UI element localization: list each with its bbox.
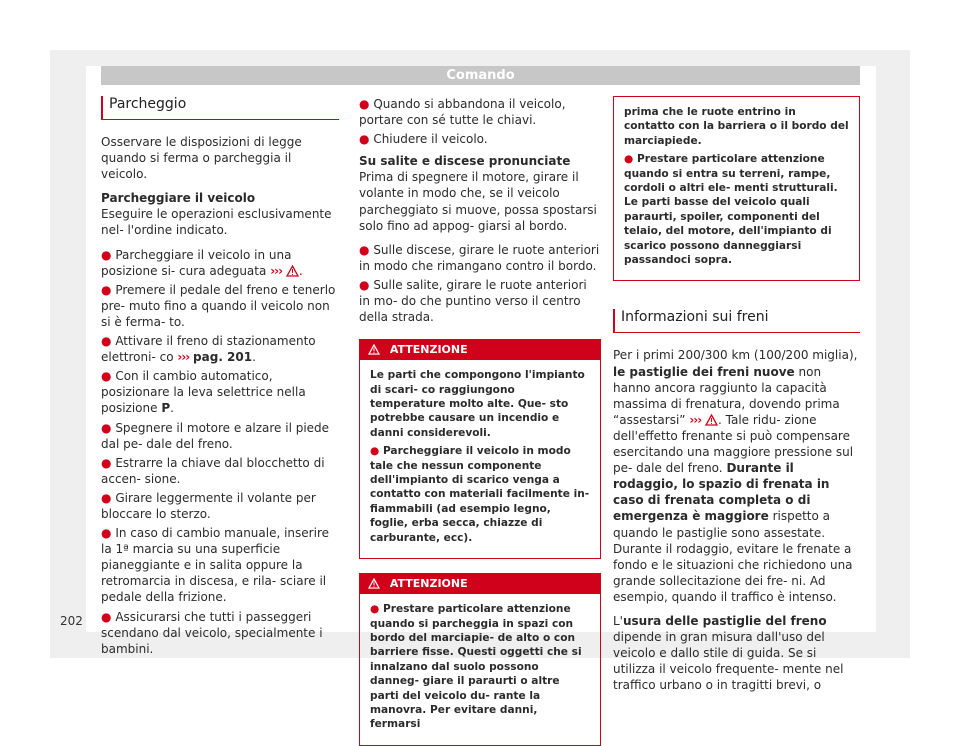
warning-triangle-icon[interactable] [286, 265, 299, 277]
list-item: ● Assicurarsi che tutti i passeggeri scendano dal veicolo, specialmente i bambini. [101, 609, 323, 656]
list-item: ● Chiudere il veicolo. [359, 132, 488, 147]
warning-body: ● Prestare particolare attenzione quando si parcheggia in spazi con bordo del marciapie- de alto o con barriere fisse. Questi oggetti che si innalzano dal suolo possono danneg- giare il paraurti o altre parti del veicolo du- rante la manovra. Per evitare danni, fermarsi [370, 603, 582, 731]
warning-body: prima che le ruote entrino in contatto con la barriera o il bordo del marciapiede. ● Prestare particolare attenzione quando si entra su terreni, rampe, cordoli o altri ele- menti strutturali. Le parti basse del veicolo quali paraurti, spoiler, componenti del telaio, del motore, dell'impianto di scarico possono danneggiarsi passandoci sopra. [624, 106, 849, 267]
column-3 [613, 96, 860, 701]
slope-title: Su salite e discese pronunciate [359, 154, 571, 169]
column-1 [101, 96, 339, 660]
list-item: ● Girare leggermente il volante per bloccare lo sterzo. [101, 490, 316, 521]
warning-triangle-icon[interactable] [705, 414, 718, 426]
sub-intro: Eseguire le operazioni esclusivamente nel- l'ordine indicato. [101, 207, 332, 238]
list-item: ● Attivare il freno di stazionamento elettroni- co ››› pag. 201. [101, 334, 316, 365]
warning-body: Le parti che compongono l'impianto di scari- co raggiungono temperature molto alte. Que- sto potrebbe causare un incendio e danni considerevoli. ● Parcheggiare il veicolo in modo tale che nessun componente dell'impianto di scarico venga a contatto con materiali facilmente in- fiammabili (ad esempio legno, foglie, erba secca, chiazze di carburante, ecc). [370, 369, 590, 544]
reference-arrows-icon[interactable]: ››› [270, 263, 283, 278]
column-2 [359, 96, 601, 746]
brakes-paragraph-1: Per i primi 200/300 km (100/200 miglia), le pastiglie dei freni nuove non hanno ancora raggiunto la capacità massima di frenatura, dovendo prima “assestarsi” ››› . Tale ridu- zione dell'effetto frenante si può compensare esercitando una maggiore pressione sul pe- dale del freno. Durante il rodaggio, lo spazio di frenata in caso di frenata completa o di emergenza è maggiore rispetto a quando le pastiglie sono assestate. Durante il rodaggio, evitare le frenate a fondo e le situazioni che richiedono una grande sollecitazione dei fre- ni. Ad esempio, quando il traffico è intenso. [613, 348, 858, 604]
page-reference-link[interactable]: pag. 201 [193, 350, 253, 365]
list-item: ● Sulle salite, girare le ruote anteriori in mo- do che puntino verso il centro della strada. [359, 277, 587, 325]
warning-triangle-icon [368, 344, 380, 355]
section-title-parcheggio: Parcheggio [101, 96, 339, 120]
brakes-paragraph-2: L'usura delle pastiglie del freno dipende in gran misura dall'uso del veicolo e dallo stile di guida. Se si utilizza il veicolo frequente- mente nel traffico urbano o in tragitti brevi, o [613, 613, 844, 693]
intro-text: Osservare le disposizioni di legge quando si ferma o parcheggia il veicolo. [101, 135, 302, 182]
slope-text: Prima di spegnere il motore, girare il volante in modo che, se il veicolo parcheggiato si muove, possa spostarsi solo fino ad appog- giarsi al bordo. [359, 170, 597, 233]
chapter-header: Comando [101, 66, 860, 85]
list-item: ● In caso di cambio manuale, inserire la 1ª marcia su una superficie pianeggiante e in salita oppure la retromarcia in discesa, e rila- sciare il pedale della frizione. [101, 526, 329, 605]
warning-box-exhaust [359, 339, 601, 559]
list-item: ● Premere il pedale del freno e tenerlo pre- muto fino a quando il veicolo non si è ferma- to. [101, 282, 336, 329]
list-item: ● Estrarre la chiave dal blocchetto di accen- sione. [101, 455, 325, 486]
reference-arrows-icon[interactable]: ››› [689, 412, 702, 427]
bullet-icon: ● [101, 247, 112, 262]
warning-box-continued [613, 96, 860, 281]
list-item: ● Con il cambio automatico, posizionare la leva selettrice nella posizione P. [101, 369, 306, 416]
list-item: ● Spegnere il motore e alzare il piede dal pe- dale del freno. [101, 420, 330, 451]
list-item: ● Parcheggiare il veicolo in una posizione si- cura adeguata ››› . [101, 247, 303, 278]
sub-title: Parcheggiare il veicolo [101, 191, 256, 206]
warning-box-curb [359, 573, 601, 746]
section-title-freni: Informazioni sui freni [613, 309, 860, 333]
list-item: ● Sulle discese, girare le ruote anteriori in modo che rimangano contro il bordo. [359, 242, 600, 273]
warning-header: ATTENZIONE [360, 340, 600, 360]
page-number: 202 [60, 614, 83, 628]
reference-arrows-icon: ››› [177, 350, 190, 365]
warning-triangle-icon [368, 578, 380, 589]
warning-header: ATTENZIONE [360, 574, 600, 594]
list-item: ● Quando si abbandona il veicolo, portare con sé tutte le chiavi. [359, 97, 566, 128]
